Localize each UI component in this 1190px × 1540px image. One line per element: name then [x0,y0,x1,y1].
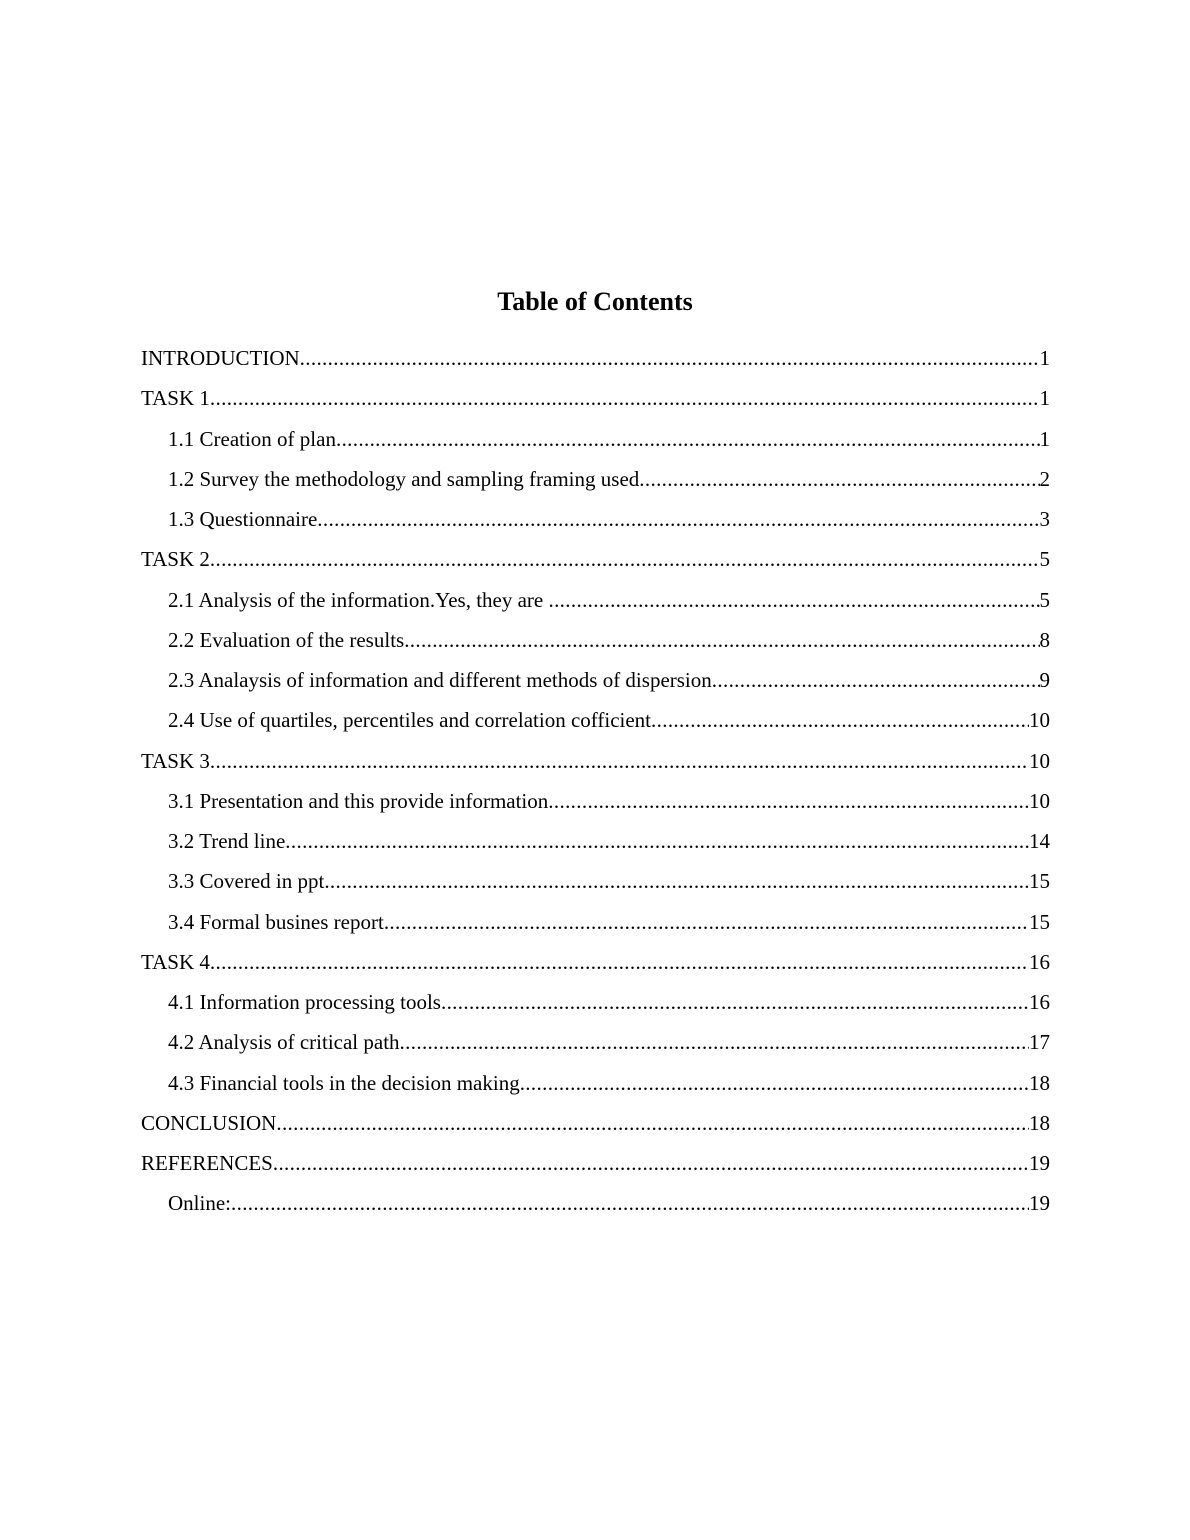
toc-dot-leader [404,622,1039,658]
toc-entry-label: 3.1 Presentation and this provide information [168,788,549,813]
toc-entry-introduction[interactable] [141,340,1050,380]
toc-entry-1-2[interactable] [141,461,1050,501]
toc-entry-page-number: 10 [1029,788,1050,813]
toc-entry-label: TASK 1 [141,386,210,411]
toc-entry-3-2[interactable] [141,823,1050,863]
toc-entry-2-4[interactable] [141,702,1050,742]
toc-entry-page-number: 18 [1029,1070,1050,1095]
toc-dot-leader [276,1105,1029,1141]
toc-entry-label: 1.1 Creation of plan [168,426,336,451]
toc-dot-leader [712,662,1040,698]
toc-entry-page-number: 1 [1039,346,1050,370]
toc-entry-label: 4.1 Information processing tools [168,990,441,1014]
toc-dot-leader [520,1065,1029,1101]
toc-dot-leader [400,1024,1029,1060]
toc-dot-leader [210,541,1040,577]
toc-entry-label: 4.3 Financial tools in the decision making [168,1070,520,1095]
toc-entry-3-3[interactable] [141,863,1050,903]
toc-entry-label: 3.4 Formal busines report [168,909,384,934]
toc-dot-leader [273,1145,1029,1181]
toc-entry-page-number: 15 [1029,909,1050,934]
toc-entry-label: 2.2 Evaluation of the results [168,627,405,652]
toc-entry-4-3[interactable] [141,1065,1050,1105]
toc-entry-label: 2.1 Analysis of the information.Yes, they are [168,587,549,612]
toc-entry-4-2[interactable] [141,1024,1050,1064]
toc-entry-label: 3.3 Covered in ppt [168,869,325,894]
toc-dot-leader [336,421,1040,457]
toc-entry-label: TASK 4 [141,949,210,974]
toc-entry-label: Online: [168,1191,231,1216]
toc-entry-page-number: 8 [1039,627,1050,652]
toc-entry-label: 4.2 Analysis of critical path [168,1030,400,1055]
toc-dot-leader [639,461,1039,497]
toc-entry-page-number: 10 [1029,708,1050,733]
toc-entry-references[interactable] [141,1145,1050,1185]
toc-dot-leader [300,340,1040,376]
toc-entry-page-number: 19 [1029,1191,1050,1216]
toc-entry-page-number: 5 [1039,547,1050,572]
toc-entry-2-3[interactable] [141,662,1050,702]
toc-entry-page-number: 3 [1039,507,1050,531]
toc-entry-2-2[interactable] [141,622,1050,662]
toc-entry-1-1[interactable] [141,421,1050,461]
toc-dot-leader [285,823,1029,859]
toc-entry-page-number: 15 [1029,869,1050,894]
toc-entry-label: 2.3 Analaysis of information and different methods of dispersion [168,668,712,692]
toc-entry-page-number: 1 [1039,426,1050,451]
toc-entry-3-1[interactable] [141,783,1050,823]
toc-entry-page-number: 2 [1039,466,1050,491]
toc-dot-leader [324,863,1029,899]
toc-dot-leader [441,984,1029,1020]
toc-dot-leader [548,582,1039,618]
toc-title: Table of Contents [497,287,693,316]
toc-entry-task-2[interactable] [141,541,1050,581]
toc-entry-online[interactable] [141,1185,1050,1225]
toc-entry-label: 1.2 Survey the methodology and sampling framing used [168,466,640,491]
toc-list [141,340,1050,1226]
toc-entry-page-number: 19 [1029,1151,1050,1175]
toc-entry-label: TASK 3 [141,748,210,773]
toc-entry-label: 1.3 Questionnaire [168,507,318,531]
toc-entry-label: REFERENCES [141,1151,273,1175]
toc-entry-4-1[interactable] [141,984,1050,1024]
toc-dot-leader [651,702,1029,738]
toc-entry-page-number: 5 [1039,587,1050,612]
toc-entry-label: CONCLUSION [141,1110,277,1135]
toc-dot-leader [210,380,1040,416]
toc-entry-page-number: 16 [1029,990,1050,1014]
toc-dot-leader [317,501,1039,537]
toc-dot-leader [231,1185,1029,1221]
toc-entry-task-4[interactable] [141,944,1050,984]
toc-entry-label: TASK 2 [141,547,210,572]
toc-entry-page-number: 16 [1029,949,1050,974]
toc-dot-leader [384,904,1029,940]
toc-entry-task-3[interactable] [141,743,1050,783]
toc-entry-1-3[interactable] [141,501,1050,541]
toc-entry-page-number: 9 [1039,668,1050,692]
toc-dot-leader [210,944,1029,980]
toc-entry-page-number: 18 [1029,1110,1050,1135]
toc-entry-label: 3.2 Trend line [168,829,286,853]
toc-entry-label: INTRODUCTION [141,346,300,370]
toc-entry-task-1[interactable] [141,380,1050,420]
toc-dot-leader [210,743,1029,779]
toc-entry-page-number: 17 [1029,1030,1050,1055]
toc-entry-label: 2.4 Use of quartiles, percentiles and correlation cofficient [168,708,652,733]
toc-dot-leader [548,783,1029,819]
toc-entry-3-4[interactable] [141,904,1050,944]
toc-entry-2-1[interactable] [141,582,1050,622]
toc-entry-page-number: 1 [1039,386,1050,411]
toc-entry-page-number: 10 [1029,748,1050,773]
toc-entry-conclusion[interactable] [141,1105,1050,1145]
toc-entry-page-number: 14 [1029,829,1050,853]
